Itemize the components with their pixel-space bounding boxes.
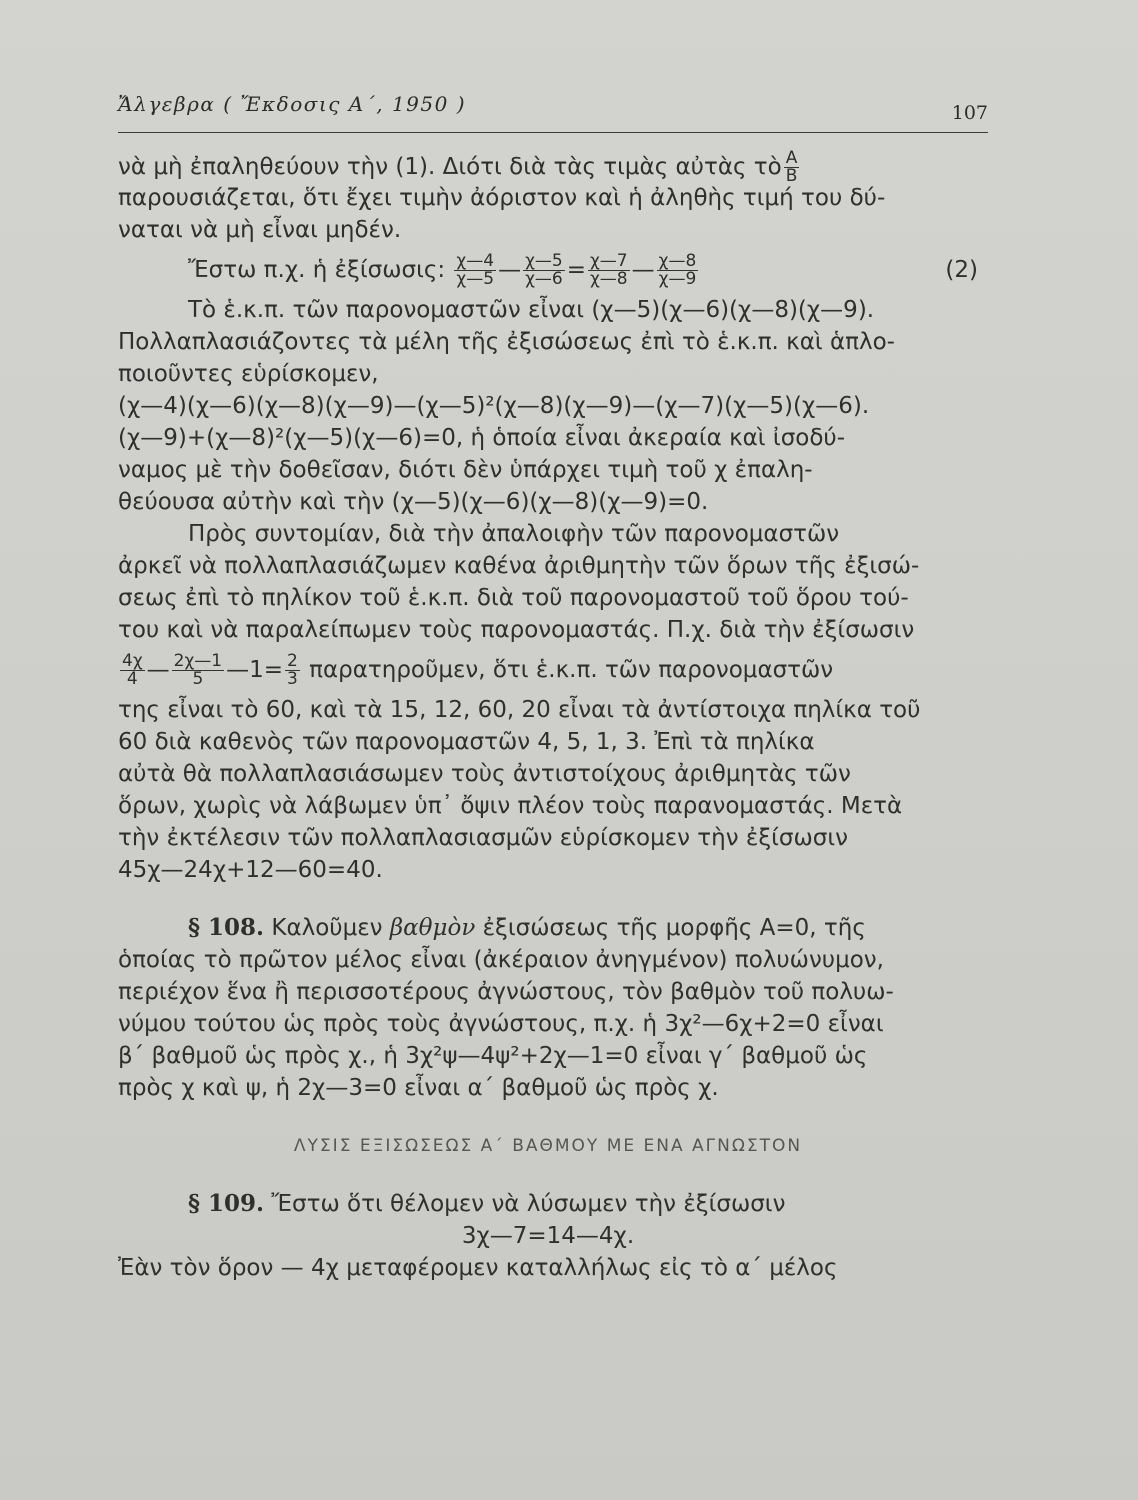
para2-line7: θεύουσα αὐτὴν καὶ τὴν (χ—5)(χ—6)(χ—8)(χ—9)=0.: [118, 489, 709, 515]
eq2-fraction-1: $\frac{\chi—4}{\chi—5}$: [456, 250, 495, 289]
section-108-line2: ὁποίας τὸ πρῶτον μέλος εἶναι (ἀκέραιον ἀνηγμένον) πολυώνυμον,: [118, 947, 884, 973]
eq3-fraction-1: $\frac{4\chi}{4}$: [122, 650, 143, 689]
para2-line3: ποιοῦντες εὑρίσκομεν,: [118, 361, 379, 387]
para3-equation-line: $\frac{4\chi}{4}$ — $\frac{2\chi—1}{5}$ —1= $\frac{2}{3}$ παρατηροῦμεν, ὅτι ἑ.κ.π. τῶν παρονομαστῶν: [122, 650, 834, 689]
section-heading: ΛΥΣΙΣ ΕΞΙΣΩΣΕΩΣ Α΄ ΒΑΘΜΟΥ ΜΕ ΕΝΑ ΑΓΝΩΣΤΟΝ: [293, 1136, 803, 1156]
page-header: [118, 92, 988, 133]
equation-label: (2): [945, 257, 978, 283]
section-108-number: § 108.: [188, 914, 265, 941]
eq3-fraction-2: $\frac{2\chi—1}{5}$: [173, 650, 223, 689]
para3-line4: του καὶ νὰ παραλείπωμεν τοὺς παρονομαστάς. Π.χ. διὰ τὴν ἐξίσωσιν: [118, 617, 915, 643]
fraction-a-over-b: $\frac{A}{B}$: [785, 148, 798, 186]
section-109-number: § 109.: [188, 1190, 265, 1217]
para3-line10: τὴν ἐκτέλεσιν τῶν πολλαπλασιασμῶν εὑρίσκομεν τὴν ἐξίσωσιν: [118, 825, 848, 851]
term-bathmon: βαθμὸν: [389, 915, 476, 941]
eq2-fraction-4: $\frac{\chi—8}{\chi—9}$: [658, 250, 697, 289]
para3-line1: Πρὸς συντομίαν, διὰ τὴν ἀπαλοιφὴν τῶν παρονομαστῶν: [188, 521, 840, 547]
section-108-line3: περιέχον ἕνα ἢ περισσοτέρους ἀγνώστους, τὸν βαθμὸν τοῦ πολυω-: [118, 979, 894, 1005]
para1-line2: παρουσιάζεται, ὅτι ἔχει τιμὴν ἀόριστον καὶ ἡ ἀληθὴς τιμή του δύ-: [118, 185, 886, 211]
para2-line4: (χ—4)(χ—6)(χ—8)(χ—9)—(χ—5)²(χ—8)(χ—9)—(χ—7)(χ—5)(χ—6).: [118, 393, 870, 419]
para2-line5: (χ—9)+(χ—8)²(χ—5)(χ—6)=0, ἡ ὁποία εἶναι ἀκεραία καὶ ἰσοδύ-: [118, 425, 846, 451]
para3-line6: της εἶναι τὸ 60, καὶ τὰ 15, 12, 60, 20 εἶναι τὰ ἀντίστοιχα πηλίκα τοῦ: [118, 697, 921, 723]
para2-line1: Τὸ ἑ.κ.π. τῶν παρονομαστῶν εἶναι (χ—5)(χ—6)(χ—8)(χ—9).: [188, 297, 875, 323]
eq2-fraction-2: $\frac{\chi—5}{\chi—6}$: [525, 250, 563, 289]
section-109-line2: Ἐὰν τὸν ὅρον — 4χ μεταφέρομεν καταλλήλως εἰς τὸ α΄ μέλος: [118, 1255, 838, 1281]
section-109-equation: 3χ—7=14—4χ.: [461, 1223, 635, 1249]
para3-line8: αὐτὰ θὰ πολλαπλασιάσωμεν τοὺς ἀντιστοίχους ἀριθμητὰς τῶν: [118, 761, 851, 787]
eq3-fraction-3: $\frac{2}{3}$: [287, 650, 298, 689]
para1-line3: ναται νὰ μὴ εἶναι μηδέν.: [118, 217, 402, 243]
section-108-line4: νύμου τούτου ὡς πρὸς τοὺς ἀγνώστους, π.χ. ἡ 3χ²—6χ+2=0 εἶναι: [118, 1011, 884, 1037]
para3-line11: 45χ—24χ+12—60=40.: [118, 857, 383, 883]
para2-line6: ναμος μὲ τὴν δοθεῖσαν, διότι δὲν ὑπάρχει τιμὴ τοῦ χ ἐπαλη-: [118, 457, 813, 483]
equation-2: Ἔστω π.χ. ἡ ἐξίσωσις: $\frac{\chi—4}{\chi—5}$ — $\frac{\chi—5}{\chi—6}$ = $\frac{\chi—7}{\chi—8}$ — $\frac{\chi—8}{\chi—9}$ (2): [188, 250, 978, 289]
para3-line7: 60 διὰ καθενὸς τῶν παρονομαστῶν 4, 5, 1, 3. Ἐπὶ τὰ πηλίκα: [118, 729, 815, 755]
section-109-line1: § 109. Ἔστω ὅτι θέλομεν νὰ λύσωμεν τὴν ἐξίσωσιν: [188, 1190, 786, 1217]
running-title: Ἄλγεβρα ( Ἔκδοσις Α΄, 1950 ): [118, 92, 467, 116]
page-body: [118, 150, 978, 1284]
para3-line3: σεως ἐπὶ τὸ πηλίκον τοῦ ἑ.κ.π. διὰ τοῦ παρονομαστοῦ τοῦ ὅρου τού-: [118, 585, 909, 611]
para2-line2: Πολλαπλασιάζοντες τὰ μέλη τῆς ἐξισώσεως ἐπὶ τὸ ἑ.κ.π. καὶ ἁπλο-: [118, 329, 895, 355]
para3-line9: ὅρων, χωρὶς νὰ λάβωμεν ὑπ᾽ ὄψιν πλέον τοὺς παρανομαστάς. Μετὰ: [118, 793, 903, 819]
para1-line1: νὰ μὴ ἐπαληθεύουν τὴν (1). Διότι διὰ τὰς τιμὰς αὐτὰς τὸ $\frac{A}{B}$: [118, 148, 798, 186]
section-108-line5: β΄ βαθμοῦ ὡς πρὸς χ., ἡ 3χ²ψ—4ψ²+2χ—1=0 εἶναι γ΄ βαθμοῦ ὡς: [118, 1043, 868, 1069]
section-108-line1: § 108. Καλοῦμεν βαθμὸν ἐξισώσεως τῆς μορφῆς Α=0, τῆς: [188, 914, 866, 941]
para3-line2: ἀρκεῖ νὰ πολλαπλασιάζωμεν καθένα ἀριθμητὴν τῶν ὅρων τῆς ἐξισώ-: [118, 553, 920, 579]
section-108-line6: πρὸς χ καὶ ψ, ἡ 2χ—3=0 εἶναι α΄ βαθμοῦ ὡς πρὸς χ.: [118, 1075, 719, 1101]
eq2-fraction-3: $\frac{\chi—7}{\chi—8}$: [589, 250, 628, 289]
page-number: 107: [951, 102, 988, 124]
